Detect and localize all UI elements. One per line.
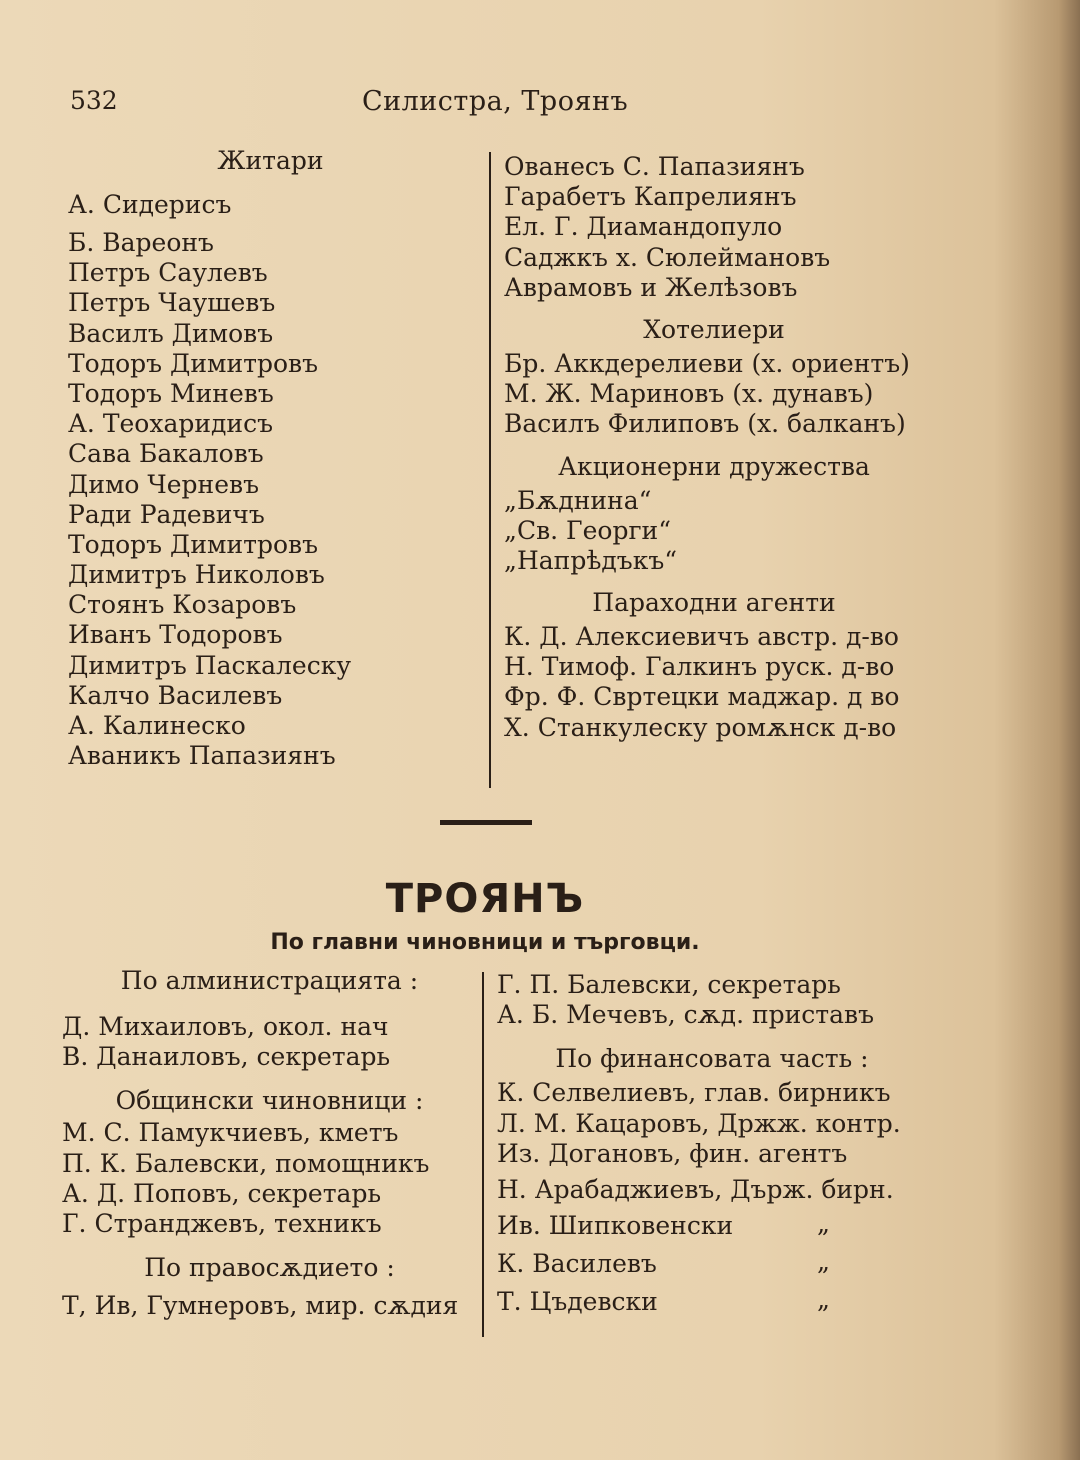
list-item: М. С. Памукчиевъ, кметъ [62, 1118, 399, 1148]
list-item: К. Д. Алексиевичъ австр. д-во [504, 622, 899, 652]
list-item: Аваникъ Папазиянъ [68, 741, 336, 771]
list-item: Тодоръ Димитровъ [68, 348, 318, 378]
list-item [497, 1243, 927, 1281]
section-heading-justice: По правосѫдието : [144, 1253, 395, 1283]
list-item: Димо Черневъ [68, 469, 259, 499]
section-heading-shipping: Параходни агенти [592, 588, 836, 618]
list-item: К. Селвелиевъ, глав. бирникъ [497, 1078, 891, 1108]
list-item: Д. Михаиловъ, окол. нач [62, 1012, 389, 1041]
list-item: Ел. Г. Диамандопуло [504, 212, 783, 242]
town-subtitle: По главни чиновници и търговци. [270, 930, 700, 955]
section-heading-administration: По алминистрацията : [120, 966, 419, 995]
list-item-name: К. Василевъ [497, 1248, 657, 1278]
page-number: 532 [70, 86, 118, 115]
list-item: Х. Станкулеску ромѫнск д-во [504, 712, 897, 742]
ditto-mark: „ [817, 1208, 830, 1238]
list-item: Фр. Ф. Свртецки маджар. д во [504, 682, 900, 712]
section-heading-finance: По финансовата часть : [555, 1044, 869, 1074]
list-item: Тодоръ Миневъ [68, 378, 274, 408]
list-item: А. Б. Мечевъ, сѫд. приставъ [497, 1000, 875, 1030]
officials-right-column [497, 970, 927, 1319]
list-item: Саджкъ х. Сюлеймановъ [504, 242, 831, 272]
column-divider [489, 152, 491, 788]
list-item: „Св. Георги“ [504, 515, 671, 545]
list-item: Аврамовъ и Желѣзовъ [504, 272, 798, 302]
page-header [70, 86, 970, 126]
section-separator [440, 820, 532, 825]
list-item: Тодоръ Димитровъ [68, 529, 318, 559]
list-item: Василъ Димовъ [68, 318, 274, 348]
ditto-mark: „ [817, 1246, 830, 1276]
section-heading-grain: Житари [217, 146, 324, 175]
section-heading-companies: Акционерни дружества [558, 451, 870, 481]
list-item: А. Д. Поповъ, секретарь [62, 1178, 382, 1208]
list-item: Димитръ Паскалеску [68, 650, 352, 680]
list-item: Сава Бакаловъ [68, 439, 264, 469]
list-item: Н. Тимоф. Галкинъ руск. д-во [504, 652, 895, 682]
list-item: Б. Вареонъ [68, 228, 214, 257]
list-item: Г. П. Балевски, секретарь [497, 970, 841, 999]
list-item: Из. Догановъ, фин. агентъ [497, 1138, 848, 1168]
list-item: Стоянъ Козаровъ [68, 590, 297, 620]
list-item-name: Ив. Шипковенски [497, 1210, 734, 1240]
list-item: М. Ж. Мариновъ (х. дунавъ) [504, 379, 874, 409]
ditto-mark: „ [817, 1284, 830, 1314]
section-heading-municipal: Общински чиновници : [115, 1086, 424, 1116]
list-item: А. Теохаридисъ [68, 409, 273, 439]
list-item: Калчо Василевъ [68, 680, 283, 710]
list-item: Димитръ Николовъ [68, 560, 325, 590]
running-title: Силистра, Троянъ [362, 86, 629, 117]
column-divider [482, 972, 484, 1337]
list-item: П. К. Балевски, помощникъ [62, 1148, 430, 1178]
list-item: Василъ Филиповъ (х. балканъ) [504, 409, 906, 439]
list-item: А. Сидерисъ [68, 190, 232, 219]
list-item: Л. М. Кацаровъ, Држж. контр. [497, 1108, 901, 1138]
list-item: Петръ Саулевъ [68, 258, 268, 288]
list-item: Петръ Чаушевъ [68, 288, 276, 318]
list-item: А. Калинеско [68, 711, 246, 740]
list-item: Бр. Аккдерелиеви (х. ориентъ) [504, 348, 910, 378]
list-item: „Бѫднина“ [504, 485, 652, 515]
list-item [497, 1281, 927, 1319]
list-item: Ованесъ С. Папазиянъ [504, 152, 805, 181]
grain-merchants-column [68, 146, 473, 771]
list-item: Иванъ Тодоровъ [68, 620, 283, 650]
merchants-hotels-agents-column [504, 152, 924, 743]
officials-left-column [62, 966, 477, 1321]
list-item: „Напрѣдъкъ“ [504, 545, 678, 575]
list-item: Т, Ив, Гумнеровъ, мир. сѫдия [62, 1291, 459, 1321]
list-item-name: Т. Цъдевски [497, 1286, 658, 1316]
list-item: Г. Странджевъ, техникъ [62, 1208, 382, 1238]
town-title: ТРОЯНЪ [385, 876, 585, 922]
list-item [497, 1205, 927, 1243]
list-item: Гарабетъ Капрелиянъ [504, 182, 797, 212]
list-item: В. Данаиловъ, секретарь [62, 1042, 391, 1072]
list-item: Н. Арабаджиевъ, Държ. бирн. [497, 1174, 894, 1204]
list-item: Ради Радевичъ [68, 499, 265, 529]
section-heading-hotels: Хотелиери [643, 314, 785, 344]
